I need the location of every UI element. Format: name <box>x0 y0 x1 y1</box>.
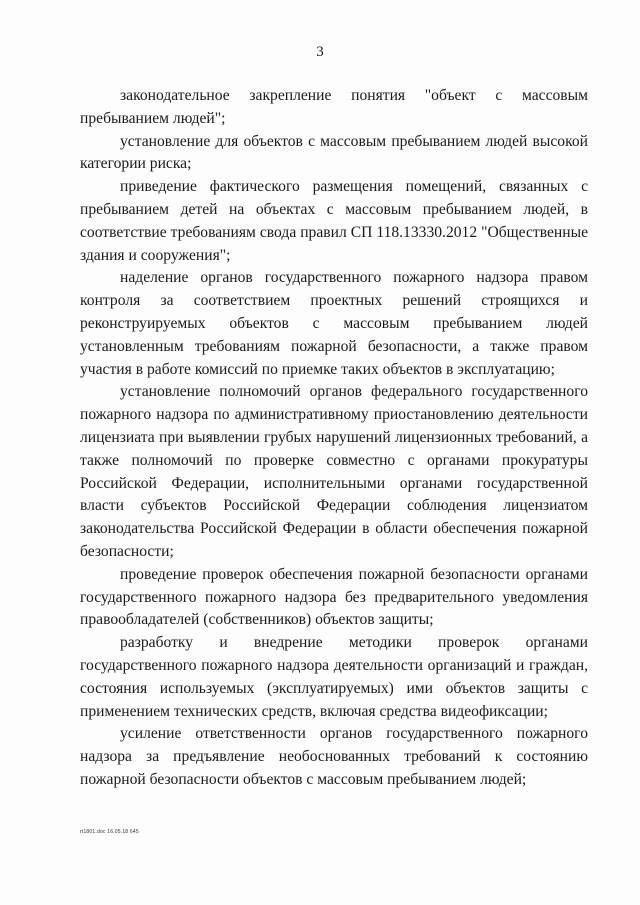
document-body <box>80 85 588 792</box>
paragraph-high-risk-category: установление для объектов с массовым пребыванием людей высокой категории риска; <box>80 132 588 173</box>
paragraph-children-premises: приведение фактического размещения помещений, связанных с пребыванием детей на объектах с массовым пребыванием людей, в соответствие требованиям свода правил СП 118.13330.2012 "Общественные здания и сооружения"; <box>80 178 588 264</box>
paragraph-mass-stay-definition: законодательное закрепление понятия "объект с массовым пребыванием людей"; <box>80 87 588 127</box>
paragraph-inspection-methodology: разработку и внедрение методики проверок органами государственного пожарного надзора деятельности организаций и граждан, состояния используемых (эксплуатируемых) ими объектов защиты с применением технических средств, включая средства видеофиксации; <box>80 634 588 720</box>
file-footer: rt1801.doc 16.05.18 645 <box>80 829 139 835</box>
paragraph-design-control: наделение органов государственного пожарного надзора правом контроля за соответствием проектных решений строящихся и реконструируемых объектов с массовым пребыванием людей установленным требованиям пожарной безопасности, а также правом участия в работе комиссий по приемке таких объектов в эксплуатацию; <box>80 269 588 378</box>
paragraph-inspector-liability: усиление ответственности органов государственного пожарного надзора за предъявление необоснованных требований к состоянию пожарной безопасности объектов с массовым пребыванием людей; <box>80 725 588 788</box>
page-number: 3 <box>316 44 324 60</box>
paragraph-license-suspension: установление полномочий органов федерального государственного пожарного надзора по административному приостановлению деятельности лицензиата при выявлении грубых нарушений лицензионных требований, а также полномочий по проверке совместно с органами прокуратуры Российской Федерации, исполнительными органами государственной власти субъектов Российской Федерации соблюдения лицензиатом законодательства Российской Федерации в области обеспечения пожарной безопасности; <box>80 383 588 560</box>
paragraph-unannounced-inspections: проведение проверок обеспечения пожарной безопасности органами государственного пожарного надзора без предварительного уведомления правообладателей (собственников) объектов защиты; <box>80 565 588 629</box>
